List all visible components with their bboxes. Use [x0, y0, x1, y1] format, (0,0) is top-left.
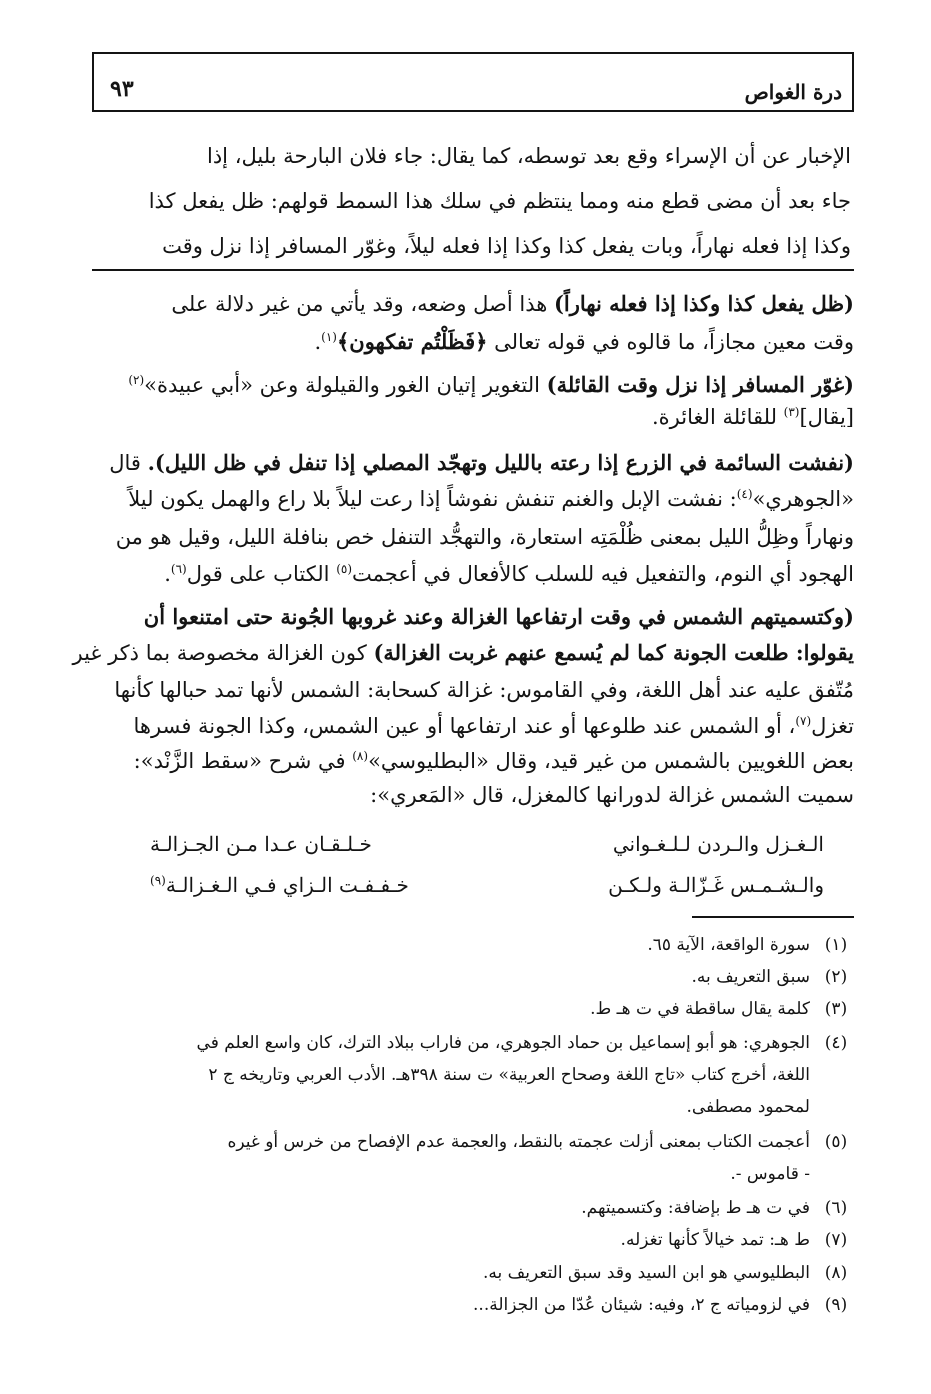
footnote-number: (١): [824, 935, 848, 955]
commentary-line: [73, 638, 855, 668]
commentary-heading: (وكتسميتهم الشمس في وقت ارتفاعها الغزالة وعند غروبها الجُونة حتى امتنعوا أن: [143, 604, 854, 629]
footnote-number: (٥): [824, 1132, 848, 1152]
main-text-line: وكذا إذا فعله نهاراً، وبات يفعل كذا وكذا إذا فعله ليلاً، وغوّر المسافر إذا نزل وقت: [162, 234, 851, 258]
main-text-line: جاء بعد أن مضى قطع منه ومما ينتظم في سلك هذا السمط قولهم: ظل يفعل كذا: [148, 189, 851, 213]
commentary-heading: (نفشت السائمة في الزرع إذا رعته بالليل وتهجّد المصلي إذا تنفل في ظل الليل).: [147, 450, 854, 475]
commentary-text: للقائلة الغائرة.: [652, 405, 784, 429]
verse-text: خـفـفـت الـزاي فـي الـغـزالـة: [165, 873, 409, 897]
footnote-ref: (٩): [150, 873, 166, 888]
footnote-continuation: لمحمود مصطفى.: [686, 1097, 810, 1117]
commentary-text: الكتاب على قول: [186, 562, 337, 586]
commentary-line: سميت الشمس غزالة لدورانها كالمغزل، قال «المَعري»:: [370, 783, 854, 807]
commentary-text: تغزل: [811, 714, 854, 738]
commentary-text: .: [314, 330, 322, 354]
section-divider: [92, 269, 854, 271]
commentary-line: [134, 746, 854, 776]
footnote-ref: (٢): [128, 373, 145, 387]
commentary-line: [164, 559, 854, 589]
footnote-text: ط هـ: تمد خيالاً كأنها تغزله.: [620, 1230, 810, 1250]
verse-hemistich-left: خـلـقـان عـدا مـن الجـزالـة: [150, 832, 372, 856]
footnote-number: (٩): [824, 1295, 848, 1315]
footnote-text: في لزومياته ج ٢، وفيه: شيئان عُدّا من الجزالة...: [473, 1295, 810, 1315]
commentary-text: كون الغزالة مخصوصة بما ذكر غير: [72, 641, 374, 665]
footnote-number: (٧): [824, 1230, 848, 1250]
footnote-divider: [692, 916, 854, 918]
commentary-text: قال: [109, 451, 148, 475]
commentary-text: «الجوهري»: [752, 487, 854, 511]
footnote-text: في ت هـ ط بإضافة: وكتسميتهم.: [581, 1198, 810, 1218]
footnote-ref: (١): [321, 330, 337, 344]
commentary-text: .: [164, 562, 171, 586]
footnote-continuation: - قاموس -.: [730, 1164, 810, 1184]
commentary-text: وقت معين مجازاً، ما قالوه في قوله تعالى: [487, 330, 854, 354]
main-text-line: الإخبار عن أن الإسراء وقع بعد توسطه، كما يقال: جاء فلان البارحة بليل، إذا: [207, 144, 851, 168]
footnote-ref: (٣): [783, 405, 800, 419]
commentary-line: [128, 370, 854, 400]
footnote-number: (٢): [824, 967, 848, 987]
commentary-line: ونهاراً وظِلُّ الليل بمعنى ظُلْمَتِه استعارة، والتهجُّد التنفل خص بنافلة الليل، وقيل هو من: [115, 525, 854, 549]
verse-hemistich-left: [150, 870, 409, 900]
footnote-text: سبق التعريف به.: [691, 967, 810, 987]
footnote-text: سورة الواقعة، الآية ٦٥.: [647, 935, 810, 955]
commentary-line: [314, 327, 854, 357]
footnote-ref: (٨): [352, 749, 369, 763]
commentary-heading: (غوّر المسافر إذا نزل وقت القائلة): [546, 372, 854, 397]
commentary-line: [171, 289, 854, 319]
commentary-text: في شرح «سقط الزَّنْد»:: [133, 749, 353, 773]
commentary-text: [يقال]: [799, 405, 854, 429]
quran-quote: ﴿فَظَلْتُم تفكهون﴾: [336, 329, 488, 354]
running-header: [92, 52, 854, 112]
footnote-ref: (٦): [170, 562, 187, 576]
footnote-ref: (٥): [336, 562, 353, 576]
footnote-text: البطليوسي هو ابن السيد وقد سبق التعريف به.: [482, 1263, 810, 1283]
commentary-heading: يقولوا: طلعت الجونة كما لم يُسمع عنهم غربت الغزالة): [373, 640, 854, 665]
footnote-text: الجوهري: هو أبو إسماعيل بن حماد الجوهري، من فاراب ببلاد الترك، كان واسع العلم في: [196, 1033, 810, 1053]
verse-hemistich-right: الـغـزل والـردن لـلـغـواني: [612, 832, 824, 856]
commentary-line: [134, 711, 854, 741]
commentary-line: [128, 484, 854, 514]
footnote-text: كلمة يقال ساقطة في ت هـ ط.: [590, 999, 810, 1019]
commentary-text: هذا أصل وضعه، وقد يأتي من غير دلالة على: [171, 292, 554, 316]
commentary-line: مُتّفق عليه عند أهل اللغة، وفي القاموس: غزالة كسحابة: الشمس لأنها تمد حبالها كأنها: [114, 678, 854, 702]
commentary-line: [109, 448, 854, 478]
verse-hemistich-right: والـشـمـس غَـزّالـة ولـكـن: [608, 873, 824, 897]
commentary-text: بعض اللغويين بالشمس من غير قيد، وقال «البطليوسي»: [368, 749, 854, 773]
commentary-text: : نفشت الإبل والغنم تنفش نفوشاً إذا رعت ليلاً بلا راع والهمل يكون ليلاً: [128, 487, 737, 511]
commentary-text: الهجود أي النوم، والتفعيل فيه للسلب كالأفعال في أعجمت: [352, 562, 854, 586]
header-title: درة الغواص: [744, 80, 842, 104]
footnote-ref: (٧): [795, 714, 812, 728]
commentary-heading: (ظل يفعل كذا وكذا إذا فعله نهاراً): [553, 291, 854, 316]
footnote-continuation: اللغة، أخرج كتاب «تاج اللغة وصحاح العربية» ت سنة ٣٩٨هـ. الأدب العربي وتاريخه ج ٢: [208, 1065, 810, 1085]
commentary-text: التغوير إتيان الغور والقيلولة وعن «أبي عبيدة»: [144, 373, 547, 397]
page-number: ٩٣: [110, 76, 134, 102]
commentary-line: [652, 402, 854, 432]
footnote-number: (٤): [824, 1033, 848, 1053]
footnote-number: (٣): [824, 999, 848, 1019]
footnote-text: أعجمت الكتاب بمعنى أزلت عجمته بالنقط، والعجمة عدم الإفصاح من خرس أو غيره: [227, 1132, 810, 1152]
footnote-ref: (٤): [736, 487, 753, 501]
footnote-number: (٦): [824, 1198, 848, 1218]
commentary-text: ، أو الشمس عند طلوعها أو عند ارتفاعها أو عين الشمس، وكذا الجونة فسرها: [133, 714, 796, 738]
footnote-number: (٨): [824, 1263, 848, 1283]
